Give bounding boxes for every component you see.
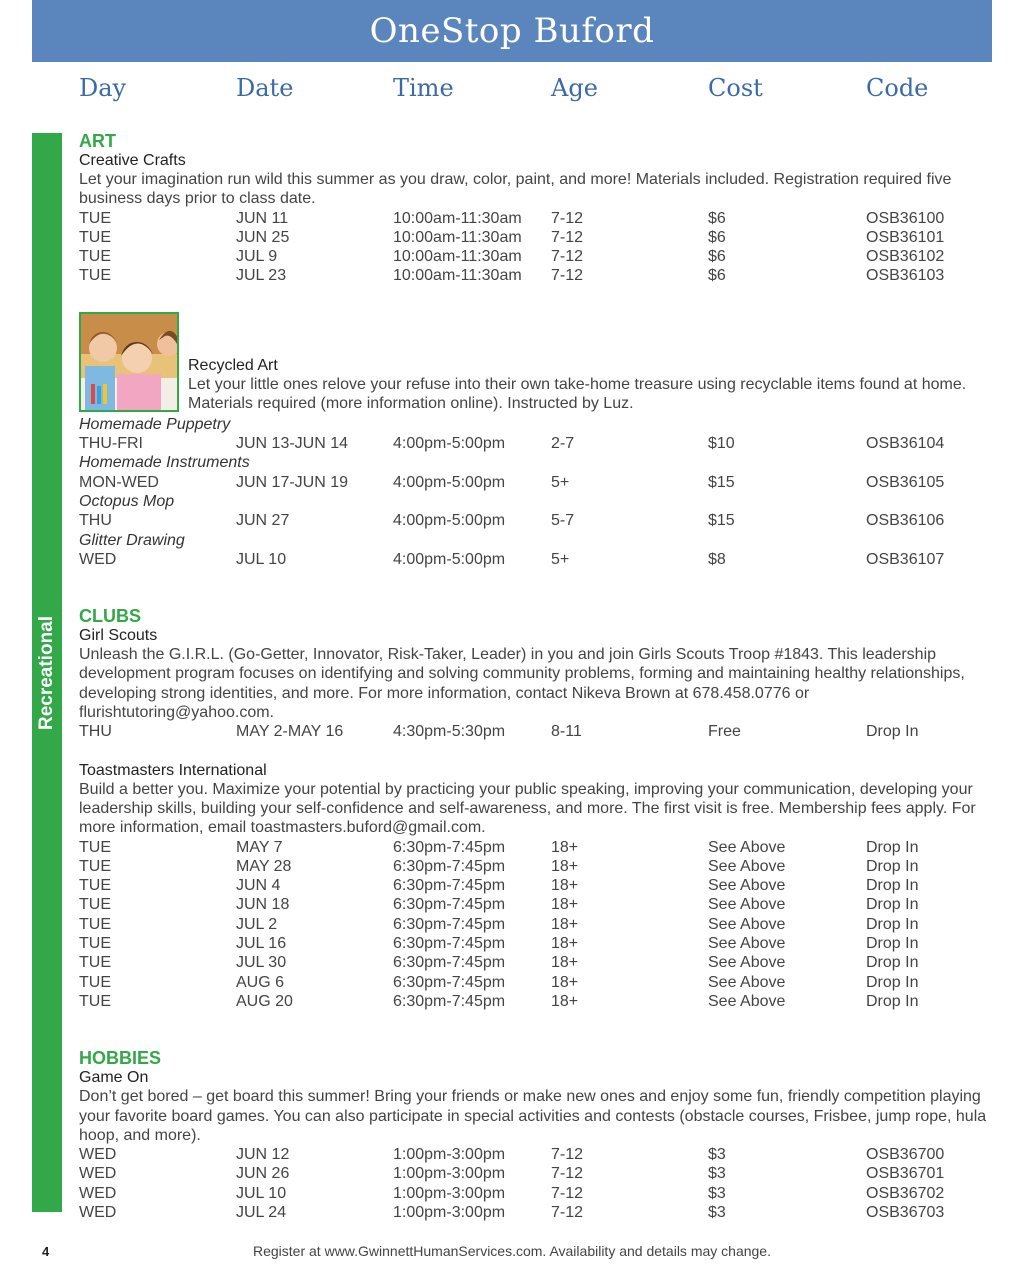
column-date: Date [236,74,294,102]
cell-time: 1:00pm-3:00pm [393,1203,506,1221]
cell-age: 7-12 [551,1203,584,1221]
cell-cost: $15 [708,473,735,491]
table-row [79,895,994,914]
cell-date: JUN 27 [236,512,290,530]
cell-cost: $3 [708,1203,726,1221]
cell-day: TUE [79,267,111,285]
cell-date: JUN 11 [236,209,289,227]
subprogram-title: Glitter Drawing [79,531,185,549]
cell-time: 6:30pm-7:45pm [393,954,506,972]
cell-cost: See Above [708,973,786,991]
table-row [79,934,994,953]
cell-time: 6:30pm-7:45pm [393,857,506,875]
category-sidebar [32,133,62,1212]
schedule-rows [79,209,994,286]
cell-time: 4:00pm-5:00pm [393,473,506,491]
cell-date: JUN 26 [236,1165,290,1183]
cell-date: JUL 10 [236,550,287,568]
cell-code: Drop In [866,973,919,991]
cell-time: 6:30pm-7:45pm [393,973,506,991]
cell-age: 7-12 [551,209,584,227]
cell-age: 7-12 [551,1165,584,1183]
cell-age: 8-11 [551,723,582,741]
cell-day: TUE [79,896,111,914]
table-row [79,247,994,266]
cell-code: Drop In [866,838,919,856]
table-row [79,838,994,857]
children-crafting-photo [79,312,179,412]
cell-code: OSB36104 [866,435,945,453]
cell-time: 6:30pm-7:45pm [393,992,506,1010]
cell-cost: See Above [708,896,786,914]
cell-date: MAY 2-MAY 16 [236,723,344,741]
cell-code: OSB36101 [866,228,945,246]
cell-day: TUE [79,973,111,991]
recycled-art-block [79,312,994,415]
cell-code: OSB36700 [866,1146,945,1164]
table-row [79,209,994,228]
cell-time: 1:00pm-3:00pm [393,1184,506,1202]
cell-day: WED [79,1146,117,1164]
cell-time: 1:00pm-3:00pm [393,1146,506,1164]
column-age: Age [551,74,598,102]
cell-code: Drop In [866,935,919,953]
cell-cost: See Above [708,838,786,856]
cell-day: TUE [79,248,111,266]
cell-date: JUN 12 [236,1146,290,1164]
cell-date: JUN 13-JUN 14 [236,435,349,453]
table-row [79,1145,994,1164]
cell-day: TUE [79,915,111,933]
cell-code: OSB36703 [866,1203,945,1221]
cell-age: 7-12 [551,1184,584,1202]
cell-cost: $3 [708,1165,726,1183]
cell-age: 18+ [551,896,579,914]
footer-text: Register at www.GwinnettHumanServices.com. Availability and details may change. [253,1243,771,1259]
table-row [79,511,994,530]
cell-code: Drop In [866,857,919,875]
cell-age: 18+ [551,973,579,991]
table-row [79,857,994,876]
cell-age: 7-12 [551,248,584,266]
cell-time: 4:00pm-5:00pm [393,435,506,453]
cell-day: MON-WED [79,473,159,491]
table-row [79,722,994,741]
cell-cost: $3 [708,1184,726,1202]
cell-day: TUE [79,935,111,953]
schedule-rows [79,434,994,453]
schedule-rows [79,838,994,1012]
cell-time: 10:00am-11:30am [393,248,522,266]
cell-code: OSB36102 [866,248,945,266]
cell-cost: $6 [708,228,726,246]
table-row [79,434,994,453]
cell-age: 18+ [551,954,579,972]
schedule-rows [79,722,994,741]
cell-date: JUL 23 [236,267,287,285]
cell-time: 4:00pm-5:00pm [393,512,506,530]
cell-day: WED [79,1184,117,1202]
cell-time: 4:30pm-5:30pm [393,723,506,741]
table-row [79,876,994,895]
cell-cost: $8 [708,550,726,568]
cell-time: 6:30pm-7:45pm [393,877,506,895]
cell-time: 6:30pm-7:45pm [393,896,506,914]
program-title: Girl Scouts [79,627,158,645]
cell-time: 10:00am-11:30am [393,228,522,246]
table-row [79,473,994,492]
sidebar-label: Recreational [36,615,57,731]
cell-age: 7-12 [551,228,584,246]
cell-time: 10:00am-11:30am [393,267,522,285]
cell-time: 6:30pm-7:45pm [393,935,506,953]
cell-code: OSB36107 [866,550,945,568]
cell-day: THU [79,512,112,530]
program-description: Let your imagination run wild this summer as you draw, color, paint, and more! Materials included. Registration required five business days prior to class date. [79,171,952,208]
cell-cost: See Above [708,935,786,953]
column-header [79,74,1019,106]
subprogram-title: Homemade Instruments [79,454,250,472]
cell-code: Drop In [866,723,919,741]
cell-code: OSB36702 [866,1184,945,1202]
cell-cost: See Above [708,954,786,972]
cell-day: TUE [79,992,111,1010]
page-title: OneStop Buford [369,11,655,51]
cell-code: OSB36100 [866,209,945,227]
cell-cost: See Above [708,857,786,875]
cell-date: JUN 25 [236,228,290,246]
section-title-art: ART [79,131,116,151]
program-title: Creative Crafts [79,152,186,169]
cell-cost: $3 [708,1146,726,1164]
cell-age: 18+ [551,877,579,895]
page-number: 4 [42,1244,50,1259]
program-description: Don’t get bored – get board this summer! Bring your friends or make new ones and enjoy some fun, friendly competition playing your favorite board games. You can also participate in special activities and contests (obstacle courses, Frisbee, jump rope, hula hoop, and more). [79,1088,987,1144]
cell-cost: $6 [708,267,726,285]
schedule-content [79,131,994,1222]
cell-age: 2-7 [551,435,575,453]
cell-date: AUG 6 [236,973,285,991]
cell-date: MAY 7 [236,838,283,856]
cell-code: Drop In [866,992,919,1010]
cell-day: TUE [79,209,111,227]
schedule-rows [79,550,994,569]
cell-age: 5+ [551,473,570,491]
cell-age: 18+ [551,915,579,933]
program-title: Toastmasters International [79,761,267,779]
cell-time: 10:00am-11:30am [393,209,522,227]
cell-date: JUN 4 [236,877,281,895]
cell-day: TUE [79,877,111,895]
column-time: Time [393,74,454,102]
cell-date: JUL 9 [236,248,278,266]
cell-day: WED [79,550,117,568]
subprogram-title: Octopus Mop [79,492,175,510]
cell-code: Drop In [866,896,919,914]
cell-cost: See Above [708,877,786,895]
cell-cost: See Above [708,915,786,933]
program-title: Recycled Art [188,356,278,374]
cell-code: Drop In [866,915,919,933]
cell-age: 18+ [551,838,579,856]
schedule-rows [79,473,994,492]
program-description: Build a better you. Maximize your potential by practicing your public speaking, improving your communication, developing your leadership skills, building your self-confidence and self-awareness, and more. The first visit is free. Membership fees apply. For more information, email toastmasters.buford@gmail.com. [79,780,976,837]
cell-date: JUL 24 [236,1203,287,1221]
cell-age: 5+ [551,550,570,568]
header-bar [32,0,992,62]
cell-day: WED [79,1165,117,1183]
cell-code: OSB36701 [866,1165,945,1183]
cell-cost: See Above [708,992,786,1010]
schedule-rows [79,511,994,530]
cell-age: 5-7 [551,512,575,530]
cell-day: THU [79,723,112,741]
table-row [79,266,994,285]
cell-day: TUE [79,228,111,246]
cell-cost: $15 [708,512,735,530]
cell-code: OSB36105 [866,473,945,491]
cell-code: Drop In [866,954,919,972]
cell-date: JUL 2 [236,915,278,933]
program-description: Unleash the G.I.R.L. (Go-Getter, Innovator, Risk-Taker, Leader) in you and join Girls Scouts Troop #1843. This leadership development program focuses on identifying and solving community problems, forming and maintaining healthy relationships, developing strong identities, and more. For more information, contact Nikeva Brown at 678.458.0776 or flurishtutoring@yahoo.com. [79,646,965,722]
cell-age: 18+ [551,992,579,1010]
cell-time: 1:00pm-3:00pm [393,1165,506,1183]
column-code: Code [866,74,929,102]
cell-date: AUG 20 [236,992,293,1010]
cell-age: 7-12 [551,1146,584,1164]
cell-day: TUE [79,838,111,856]
cell-code: Drop In [866,877,919,895]
table-row [79,228,994,247]
table-row [79,1164,994,1183]
cell-age: 7-12 [551,267,584,285]
program-title: Game On [79,1069,149,1087]
cell-day: TUE [79,954,111,972]
schedule-rows [79,1145,994,1222]
cell-date: MAY 28 [236,857,292,875]
program-description: Let your little ones relove your refuse into their own take-home treasure using recyclable items found at home. Materials required (more information online). Instructed by Luz. [188,375,967,413]
cell-date: JUN 18 [236,896,290,914]
cell-cost: Free [708,723,741,741]
section-title-hobbies: HOBBIES [79,1048,162,1069]
cell-code: OSB36106 [866,512,945,530]
column-day: Day [79,74,127,102]
column-cost: Cost [708,74,763,102]
cell-day: THU-FRI [79,435,143,453]
cell-time: 6:30pm-7:45pm [393,838,506,856]
cell-cost: $6 [708,248,726,266]
table-row [79,992,994,1011]
table-row [79,915,994,934]
cell-age: 18+ [551,857,579,875]
section-title-clubs: CLUBS [79,606,141,627]
cell-date: JUL 16 [236,935,287,953]
cell-cost: $6 [708,209,726,227]
table-row [79,973,994,992]
table-row [79,1203,994,1222]
subprogram-title: Homemade Puppetry [79,415,231,433]
cell-age: 18+ [551,935,579,953]
cell-code: OSB36103 [866,267,945,285]
cell-date: JUL 30 [236,954,287,972]
cell-date: JUL 10 [236,1184,287,1202]
table-row [79,1184,994,1203]
cell-day: TUE [79,857,111,875]
table-row [79,953,994,972]
cell-cost: $10 [708,435,735,453]
cell-time: 6:30pm-7:45pm [393,915,506,933]
table-row [79,550,994,569]
cell-time: 4:00pm-5:00pm [393,550,506,568]
cell-day: WED [79,1203,117,1221]
cell-date: JUN 17-JUN 19 [236,473,349,491]
